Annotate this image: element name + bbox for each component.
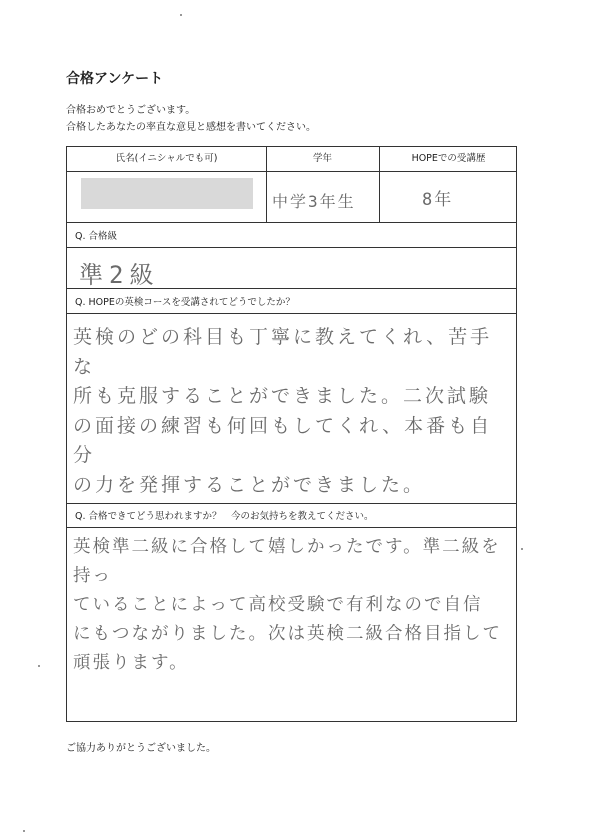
survey-table: [66, 146, 517, 722]
feelings-answer: [73, 533, 513, 678]
answer-line: 英検のどの科目も丁寧に教えてくれ、苦手な: [73, 326, 493, 378]
scan-speck: [521, 548, 523, 550]
answer-line: にもつながりました。次は英検二級合格目指して: [73, 624, 502, 644]
form-title: 合格アンケート: [66, 71, 164, 87]
intro-line-1: 合格おめでとうございます。: [66, 105, 196, 116]
row-line: [67, 222, 516, 223]
answer-line: 所も克服することができました。二次試験: [73, 385, 492, 407]
redacted-name: [81, 178, 253, 209]
intro-line-2: 合格したあなたの率直な意見と感想を書いてください。: [66, 122, 316, 133]
row-line: [67, 313, 516, 314]
question-feelings-label: Q. 合格できてどう思われますか？ 今のお気持ちを教えてください。: [75, 511, 374, 522]
footer-thanks: ご協力ありがとうございました。: [66, 743, 216, 754]
answer-line: ていることによって高校受験で有利なので自信: [73, 595, 483, 615]
answer-line: 頑張ります。: [73, 653, 189, 673]
grade-answer: 準2級: [79, 261, 160, 289]
divider: [266, 147, 267, 222]
header-history: HOPEでの受講歴: [411, 153, 486, 164]
row-line: [67, 171, 516, 172]
row-line: [67, 247, 516, 248]
course-answer: [73, 323, 513, 500]
history-answer: 8年: [422, 190, 454, 210]
question-grade-label: Q. 合格級: [75, 231, 118, 242]
grade-year-answer: 中学3年生: [272, 192, 356, 211]
scan-speck: [38, 665, 40, 667]
answer-line: 英検準二級に合格して嬉しかったです。準二級を持っ: [73, 537, 501, 586]
row-line: [67, 503, 516, 504]
answer-line: の面接の練習も何回もしてくれ、本番も自分: [73, 414, 493, 466]
header-grade-year: 学年: [312, 153, 332, 164]
row-line: [67, 527, 516, 528]
scan-speck: [23, 830, 25, 832]
scan-speck: [180, 14, 182, 16]
divider: [379, 147, 380, 222]
question-course-label: Q. HOPEの英検コースを受講されてどうでしたか？: [75, 297, 295, 308]
answer-line: の力を発揮することができました。: [73, 473, 426, 496]
header-name: 氏名(イニシャルでも可): [115, 153, 218, 164]
